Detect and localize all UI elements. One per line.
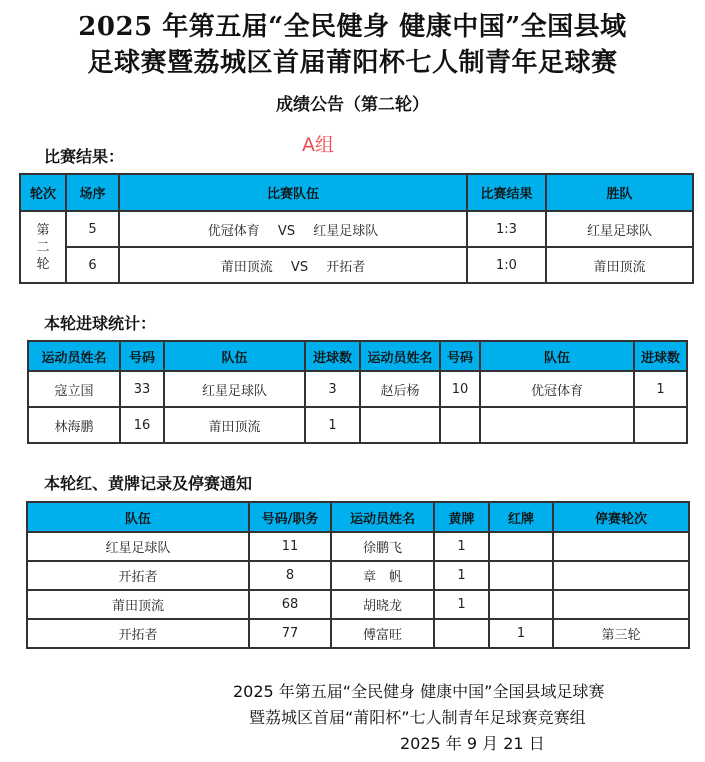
table-row — [28, 407, 687, 443]
column-header: 比赛结果 — [467, 174, 546, 211]
yellow-card-count: 1 — [434, 532, 489, 561]
player-number — [440, 407, 480, 443]
team-name: 莆田顶流 — [27, 590, 249, 619]
results-section-title: 比赛结果： — [44, 147, 125, 166]
vs-label: VS — [277, 223, 296, 239]
match-order: 6 — [66, 247, 119, 283]
column-header: 号码 — [120, 341, 164, 371]
table-header-row — [20, 174, 693, 211]
player-number: 11 — [249, 532, 331, 561]
red-card-count — [489, 590, 553, 619]
round-label: 第二轮 — [36, 222, 50, 272]
team-name: 开拓者 — [27, 619, 249, 648]
column-header: 号码/职务 — [249, 502, 331, 532]
table-row — [20, 211, 693, 247]
goal-count: 3 — [305, 371, 360, 407]
table-row — [27, 532, 689, 561]
red-card-count — [489, 561, 553, 590]
column-header: 停赛轮次 — [553, 502, 689, 532]
footer-organizer-line-1: 2025 年第五届“全民健身 健康中国”全国县域足球赛 — [233, 682, 605, 701]
player-number: 10 — [440, 371, 480, 407]
player-team: 优冠体育 — [480, 371, 634, 407]
table-row — [27, 561, 689, 590]
suspension-round — [553, 590, 689, 619]
player-name: 胡晓龙 — [331, 590, 434, 619]
round-cell — [20, 211, 66, 283]
red-card-count — [489, 532, 553, 561]
player-name: 章 帆 — [331, 561, 434, 590]
team-a: 优冠体育 — [207, 223, 260, 239]
group-label: A组 — [302, 134, 334, 156]
player-number: 77 — [249, 619, 331, 648]
red-card-count: 1 — [489, 619, 553, 648]
cards-section-title: 本轮红、黄牌记录及停赛通知 — [44, 474, 253, 493]
table-row — [20, 247, 693, 283]
column-header: 队伍 — [480, 341, 634, 371]
document-subtitle: 成绩公告（第二轮） — [276, 95, 429, 115]
player-name: 傅富旺 — [331, 619, 434, 648]
column-header: 队伍 — [27, 502, 249, 532]
team-a: 莆田顶流 — [220, 259, 273, 275]
winner-team: 红星足球队 — [546, 211, 693, 247]
match-order: 5 — [66, 211, 119, 247]
column-header: 胜队 — [546, 174, 693, 211]
column-header: 运动员姓名 — [28, 341, 120, 371]
match-results-table — [19, 173, 694, 284]
column-header: 比赛队伍 — [119, 174, 467, 211]
player-name: 林海鹏 — [28, 407, 120, 443]
column-header: 运动员姓名 — [360, 341, 440, 371]
yellow-card-count: 1 — [434, 590, 489, 619]
goals-section-title: 本轮进球统计： — [44, 314, 157, 333]
column-header: 队伍 — [164, 341, 305, 371]
goal-stats-table — [27, 340, 688, 444]
player-number: 33 — [120, 371, 164, 407]
cards-table — [26, 501, 690, 649]
player-team: 莆田顶流 — [164, 407, 305, 443]
goal-count — [634, 407, 687, 443]
player-name — [360, 407, 440, 443]
match-score: 1:3 — [467, 211, 546, 247]
goal-count: 1 — [305, 407, 360, 443]
vs-label: VS — [290, 259, 309, 275]
player-number: 16 — [120, 407, 164, 443]
winner-team: 莆田顶流 — [546, 247, 693, 283]
footer-organizer-line-2: 暨荔城区首届“莆阳杯”七人制青年足球赛竞赛组 — [249, 708, 586, 727]
team-name: 红星足球队 — [27, 532, 249, 561]
team-b: 红星足球队 — [313, 223, 379, 239]
column-header: 场序 — [66, 174, 119, 211]
table-header-row — [27, 502, 689, 532]
column-header: 进球数 — [305, 341, 360, 371]
player-name: 寇立国 — [28, 371, 120, 407]
column-header: 进球数 — [634, 341, 687, 371]
player-name: 徐鹏飞 — [331, 532, 434, 561]
column-header: 轮次 — [20, 174, 66, 211]
table-header-row — [28, 341, 687, 371]
column-header: 红牌 — [489, 502, 553, 532]
suspension-round — [553, 532, 689, 561]
match-score: 1:0 — [467, 247, 546, 283]
table-row — [28, 371, 687, 407]
player-name: 赵后杨 — [360, 371, 440, 407]
column-header: 号码 — [440, 341, 480, 371]
yellow-card-count: 1 — [434, 561, 489, 590]
document-title-line-2: 足球赛暨荔城区首届莆阳杯七人制青年足球赛 — [87, 48, 618, 78]
team-name: 开拓者 — [27, 561, 249, 590]
table-row — [27, 590, 689, 619]
team-b: 开拓者 — [326, 259, 366, 275]
column-header: 黄牌 — [434, 502, 489, 532]
table-row — [27, 619, 689, 648]
yellow-card-count — [434, 619, 489, 648]
player-team: 红星足球队 — [164, 371, 305, 407]
player-team — [480, 407, 634, 443]
player-number: 68 — [249, 590, 331, 619]
suspension-round: 第三轮 — [553, 619, 689, 648]
document-title-line-1: 2025 年第五届“全民健身 健康中国”全国县域 — [78, 12, 627, 42]
match-teams — [119, 247, 467, 283]
column-header: 运动员姓名 — [331, 502, 434, 532]
suspension-round — [553, 561, 689, 590]
goal-count: 1 — [634, 371, 687, 407]
player-number: 8 — [249, 561, 331, 590]
footer-date: 2025 年 9 月 21 日 — [400, 734, 545, 753]
match-teams — [119, 211, 467, 247]
